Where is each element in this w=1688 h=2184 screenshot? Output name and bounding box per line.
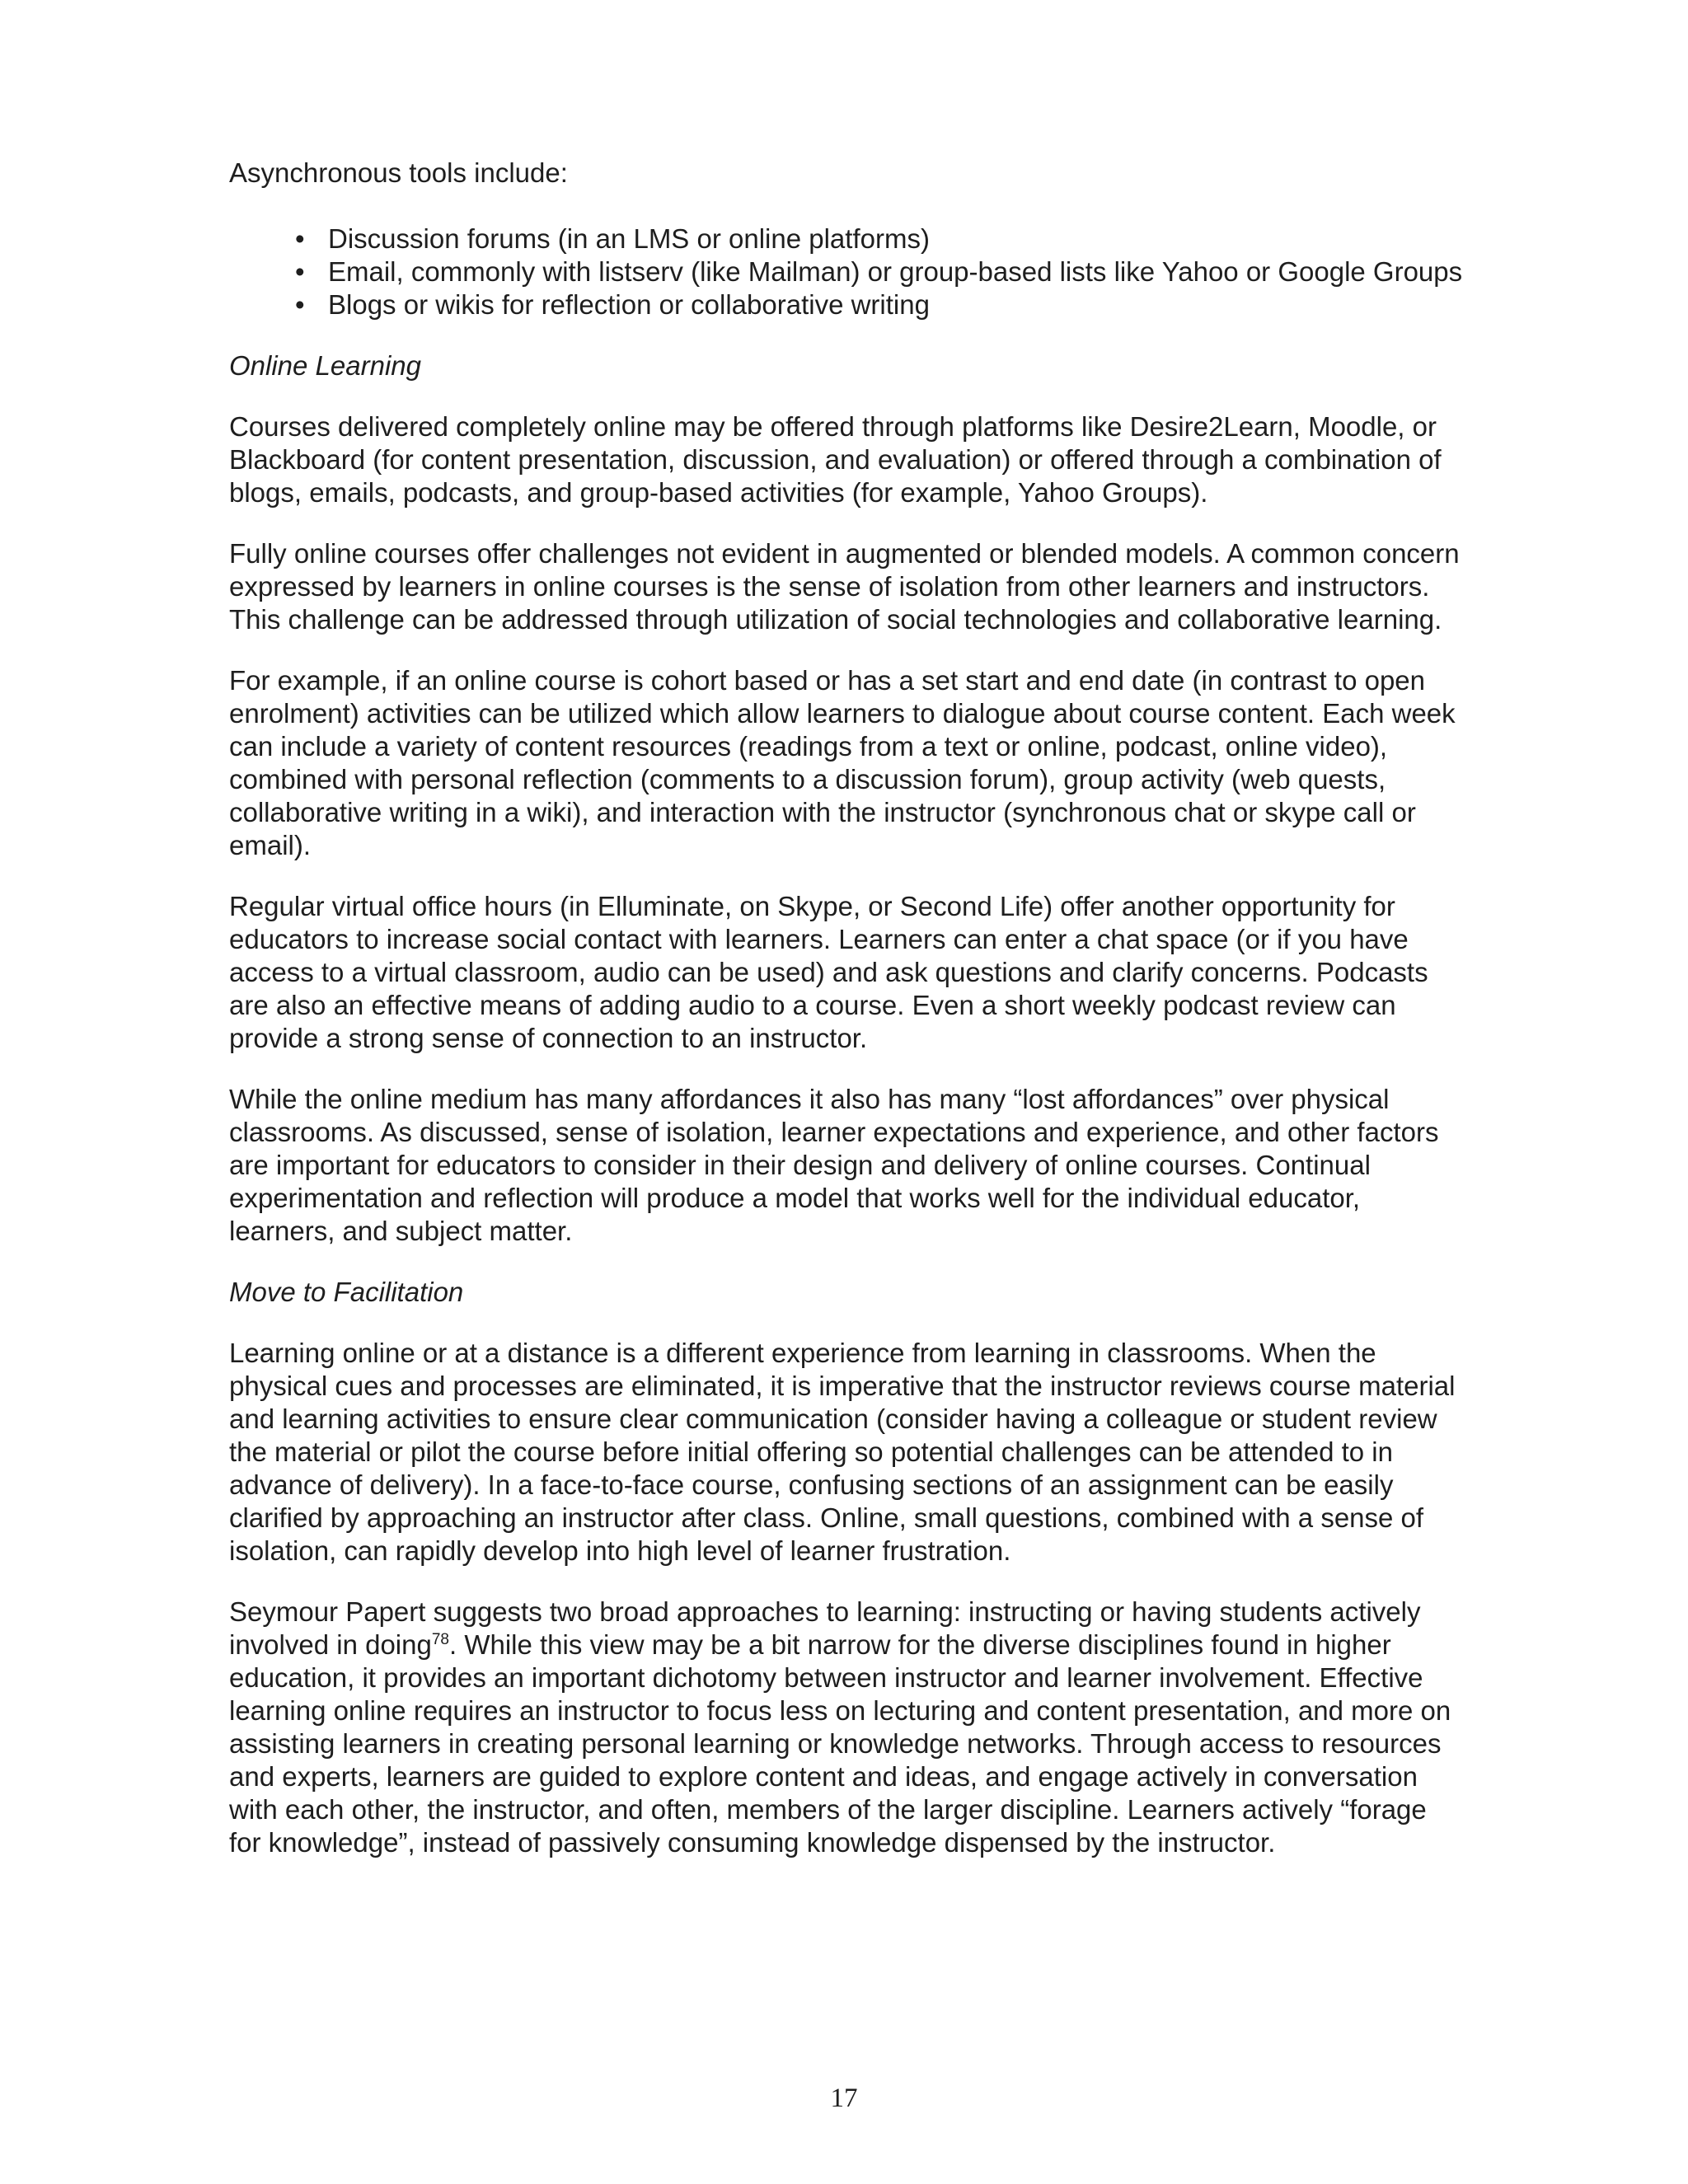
bullet-icon: • — [295, 256, 305, 287]
document-page — [229, 157, 1465, 1887]
paragraph-text: Seymour Papert suggests two broad approaches to learning: instructing or having students actively involved in doing — [229, 1596, 1421, 1660]
bullet-icon: • — [295, 289, 305, 320]
page-number: 17 — [830, 2083, 858, 2113]
list-item-text: Email, commonly with listserv (like Mailman) or group-based lists like Yahoo or Google Groups — [328, 256, 1463, 287]
paragraph-text: . While this view may be a bit narrow for the diverse disciplines found in higher education, it provides an important dichotomy between instructor and learner involvement. Effective learning online requires an instructor to focus less on lecturing and content presentation, and more on assisting learners in creating personal learning or knowledge networks. Through access to resources and experts, learners are guided to explore content and ideas, and engage actively in conversation with each other, the instructor, and often, members of the larger discipline. Learners actively “forage for knowledge”, instead of passively consuming knowledge dispensed by the instructor. — [229, 1629, 1451, 1858]
paragraph: Learning online or at a distance is a different experience from learning in classrooms. When the physical cues and processes are eliminated, it is imperative that the instructor reviews course material and learning activities to ensure clear communication (consider having a colleague or student review the material or pilot the course before initial offering so potential challenges can be attended to in advance of delivery). In a face-to-face course, confusing sections of an assignment can be easily clarified by approaching an instructor after class. Online, small questions, combined with a sense of isolation, can rapidly develop into high level of learner frustration. — [229, 1338, 1456, 1566]
paragraph-papert — [229, 1596, 1465, 1859]
list-item — [295, 223, 1465, 255]
intro-text: Asynchronous tools include: — [229, 157, 568, 188]
paragraph: Fully online courses offer challenges not evident in augmented or blended models. A common concern expressed by learners in online courses is the sense of isolation from other learners and instructors. This challenge can be addressed through utilization of social technologies and collaborative learning. — [229, 538, 1460, 635]
paragraph: For example, if an online course is cohort based or has a set start and end date (in contrast to open enrolment) activities can be utilized which allow learners to dialogue about course content. Each week can include a variety of content resources (readings from a text or online, podcast, online video), combined with personal reflection (comments to a discussion forum), group activity (web quests, collaborative writing in a wiki), and interaction with the instructor (synchronous chat or skype call or email). — [229, 665, 1456, 860]
paragraph: While the online medium has many affordances it also has many “lost affordances” over physical classrooms. As discussed, sense of isolation, learner expectations and experience, and other factors are important for educators to consider in their design and delivery of online courses. Continual experimentation and reflection will produce a model that works well for the individual educator, learners, and subject matter. — [229, 1084, 1439, 1246]
list-item-text: Discussion forums (in an LMS or online platforms) — [328, 223, 930, 254]
list-item — [295, 288, 1465, 321]
paragraph: Regular virtual office hours (in Elluminate, on Skype, or Second Life) offer another opportunity for educators to increase social contact with learners. Learners can enter a chat space (or if you have access to a virtual classroom, audio can be used) and ask questions and clarify concerns. Podcasts are also an effective means of adding audio to a course. Even a short weekly podcast review can provide a strong sense of connection to an instructor. — [229, 891, 1428, 1053]
async-tools-list — [229, 223, 1465, 321]
list-item — [295, 255, 1465, 288]
section-heading-online-learning: Online Learning — [229, 350, 421, 381]
section-heading-move-to-facilitation: Move to Facilitation — [229, 1277, 464, 1307]
paragraph: Courses delivered completely online may be offered through platforms like Desire2Learn, Moodle, or Blackboard (for content presentation, discussion, and evaluation) or offered through a combination of blogs, emails, podcasts, and group-based activities (for example, Yahoo Groups). — [229, 411, 1442, 508]
list-item-text: Blogs or wikis for reflection or collaborative writing — [328, 289, 930, 320]
footnote-marker: 78 — [431, 1631, 449, 1648]
bullet-icon: • — [295, 223, 305, 254]
